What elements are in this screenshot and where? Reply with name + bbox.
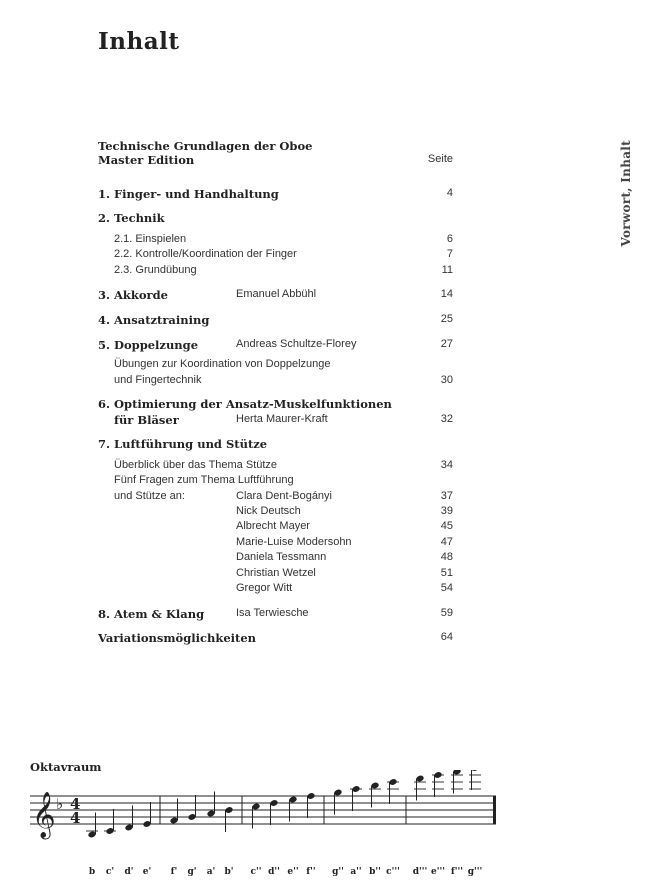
note xyxy=(187,795,196,821)
note-label: b'' xyxy=(369,867,381,877)
note xyxy=(469,770,481,790)
note-label: a'' xyxy=(350,867,362,877)
toc-page-number: 25 xyxy=(440,313,453,325)
toc-entry-7-b-line1[interactable] xyxy=(0,474,649,490)
toc-entry-8[interactable] xyxy=(0,607,649,623)
toc-entry-author: Nick Deutsch xyxy=(236,505,301,517)
note xyxy=(288,796,297,822)
note-label: c'' xyxy=(250,867,262,877)
note-label: d''' xyxy=(412,867,428,877)
note xyxy=(206,792,215,818)
note xyxy=(350,785,362,811)
toc-entry-6-line2[interactable] xyxy=(0,413,649,429)
note-label: d'' xyxy=(268,867,280,877)
toc-entry-7[interactable] xyxy=(0,437,649,453)
toc-entry-7-author[interactable] xyxy=(0,582,649,598)
toc-entry-title: 3. Akkorde xyxy=(98,288,168,302)
toc-entry-author: Andreas Schultze-Florey xyxy=(236,338,357,350)
note xyxy=(224,806,233,832)
note xyxy=(251,803,260,829)
toc-page-number: 48 xyxy=(440,551,453,563)
note-label: c' xyxy=(105,867,115,877)
note-label: g''' xyxy=(467,867,483,877)
treble-clef-icon: 𝄞 xyxy=(32,792,56,838)
toc-entry-4[interactable] xyxy=(0,313,649,329)
note xyxy=(333,789,342,815)
octave-range-title: Oktavraum xyxy=(30,760,102,774)
toc-page-number: 11 xyxy=(441,264,453,276)
toc-entry-title: 7. Luftführung und Stütze xyxy=(98,437,268,451)
toc-entry-author: Albrecht Mayer xyxy=(236,520,310,532)
note-label: g'' xyxy=(332,867,344,877)
toc-entry-author: Emanuel Abbühl xyxy=(236,288,317,300)
note xyxy=(124,806,133,832)
toc-page-number: 47 xyxy=(440,536,453,548)
toc-subentry-title: Überblick über das Thema Stütze xyxy=(114,459,278,471)
final-barline xyxy=(493,796,496,824)
note-label: c''' xyxy=(386,867,400,877)
toc-entry-author: Herta Maurer-Kraft xyxy=(236,413,328,425)
toc-entry-title: 2. Technik xyxy=(98,211,165,225)
note-label: f''' xyxy=(450,867,464,877)
toc-subentry-title: 2.1. Einspielen xyxy=(114,233,187,245)
toc-page-number: 54 xyxy=(440,582,453,594)
toc-entry-author: Marie-Luise Modersohn xyxy=(236,536,352,548)
book-title: Technische Grundlagen der Oboe xyxy=(98,139,313,153)
toc-subentry-title: Fünf Fragen zum Thema Luftführung xyxy=(114,474,294,486)
toc-entry-7-author[interactable] xyxy=(0,551,649,567)
toc-entry-5[interactable] xyxy=(0,338,649,354)
toc-entry-1[interactable] xyxy=(0,187,649,203)
octave-range-staff xyxy=(0,770,649,880)
toc-entry-title: 4. Ansatztraining xyxy=(98,313,210,327)
note-label: d' xyxy=(124,867,134,877)
time-signature-bottom: 4 xyxy=(70,809,81,827)
toc-subentry-title: und Fingertechnik xyxy=(114,374,202,386)
toc-page-number: 37 xyxy=(440,490,453,502)
toc-page-number: 6 xyxy=(446,233,453,245)
toc-entry-author: Isa Terwiesche xyxy=(236,607,309,619)
note xyxy=(414,775,426,801)
toc-entry-7-a[interactable] xyxy=(0,459,649,475)
note xyxy=(104,809,116,835)
toc-entry-6-line1[interactable] xyxy=(0,397,649,413)
toc-entry-2-1[interactable] xyxy=(0,233,649,249)
toc-page-number: 27 xyxy=(440,338,453,350)
note xyxy=(306,792,315,818)
note-label: b xyxy=(88,867,96,877)
toc-entry-author: Christian Wetzel xyxy=(236,567,316,579)
toc-entry-title: 6. Optimierung der Ansatz-Muskelfunktionen xyxy=(98,397,392,411)
toc-page-number: 4 xyxy=(446,187,453,199)
note-label: e'' xyxy=(287,867,299,877)
note xyxy=(432,771,444,797)
toc-entry-title: 1. Finger- und Handhaltung xyxy=(98,187,279,201)
toc-entry-7-author[interactable] xyxy=(0,520,649,536)
toc-subentry-title: und Stütze an: xyxy=(114,490,185,502)
toc-entry-author: Daniela Tessmann xyxy=(236,551,327,563)
flat-sign-icon: ♭ xyxy=(56,795,64,813)
toc-subentry-title: Übungen zur Koordination von Doppelzunge xyxy=(114,358,331,370)
toc-entry-2[interactable] xyxy=(0,211,649,227)
note-label: f' xyxy=(170,867,178,877)
toc-page-number: 7 xyxy=(446,248,453,260)
toc-page-number: 32 xyxy=(440,413,453,425)
note xyxy=(142,802,151,828)
note-label: g' xyxy=(187,867,197,877)
toc-entry-title: Variationsmöglichkeiten xyxy=(98,631,257,645)
toc-page-number: 39 xyxy=(440,505,453,517)
note-label: e''' xyxy=(431,867,445,877)
toc-page-number: 14 xyxy=(440,288,453,300)
note-label: b' xyxy=(224,867,234,877)
toc-page-number: 34 xyxy=(440,459,453,471)
toc-page-number: 59 xyxy=(440,607,453,619)
side-section-label: Vorwort, Inhalt xyxy=(619,140,633,247)
note xyxy=(86,813,98,839)
note xyxy=(369,782,381,808)
toc-entry-3[interactable] xyxy=(0,288,649,304)
toc-entry-title: für Bläser xyxy=(114,413,179,427)
toc-entry-7-author[interactable] xyxy=(0,505,649,521)
note-labels xyxy=(89,867,482,877)
page-title: Inhalt xyxy=(98,28,180,55)
toc-page-number: 45 xyxy=(440,520,453,532)
notes xyxy=(86,770,481,838)
toc-entry-author: Gregor Witt xyxy=(236,582,293,594)
toc-page-number: 30 xyxy=(440,374,453,386)
note-label: e' xyxy=(142,867,152,877)
toc-entry-7-author[interactable] xyxy=(0,567,649,583)
toc-entry-2-2[interactable] xyxy=(0,248,649,264)
toc-page-number: 64 xyxy=(440,631,453,643)
note xyxy=(387,778,399,804)
note xyxy=(269,799,278,825)
toc-entry-author: Clara Dent-Bogányi xyxy=(236,490,332,502)
time-signature-top: 4 xyxy=(70,795,81,813)
book-edition: Master Edition xyxy=(98,153,195,167)
note-label: f'' xyxy=(306,867,316,877)
toc-page-number: 51 xyxy=(440,567,453,579)
toc-entry-title: 5. Doppelzunge xyxy=(98,338,199,352)
toc-entry-7-author[interactable] xyxy=(0,536,649,552)
note xyxy=(169,799,178,825)
page-column-header: Seite xyxy=(427,153,453,165)
toc-entry-title: 8. Atem & Klang xyxy=(98,607,205,621)
toc-entry-9[interactable] xyxy=(0,631,649,647)
toc-entry-2-3[interactable] xyxy=(0,264,649,280)
toc-subentry-title: 2.3. Grundübung xyxy=(114,264,197,276)
toc-entry-5-a-line2[interactable] xyxy=(0,374,649,390)
toc-subentry-title: 2.2. Kontrolle/Koordination der Finger xyxy=(114,248,297,260)
toc-entry-5-a-line1[interactable] xyxy=(0,358,649,374)
toc-entry-7-b-line2[interactable] xyxy=(0,490,649,506)
note-label: a' xyxy=(206,867,216,877)
staff-lines xyxy=(30,796,496,824)
note xyxy=(451,770,463,794)
